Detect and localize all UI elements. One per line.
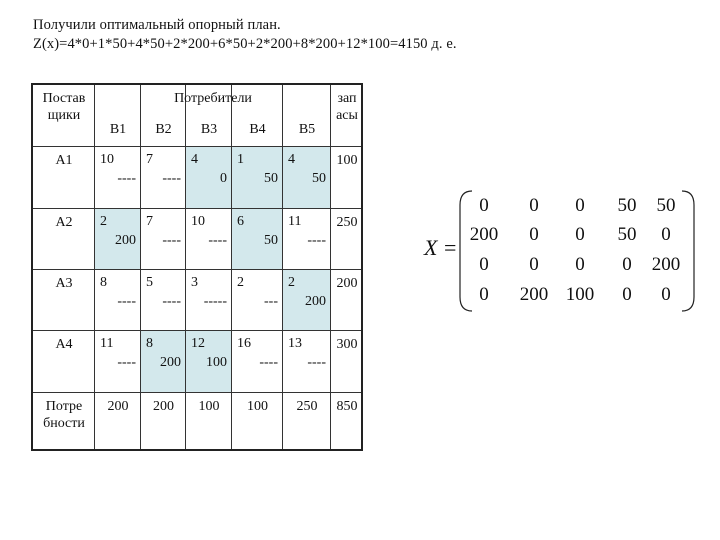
matrix-value: 0 bbox=[529, 254, 539, 275]
cell-cost: 7 bbox=[146, 214, 153, 229]
cell-cost: 5 bbox=[146, 275, 153, 290]
matrix-value: 0 bbox=[661, 284, 671, 305]
grid-line bbox=[33, 269, 361, 270]
cell-cost: 2 bbox=[288, 275, 295, 290]
cell-value: 100 bbox=[206, 355, 227, 370]
matrix-value: 200 bbox=[519, 284, 549, 305]
supplier-header: Постав bbox=[42, 91, 86, 106]
grid-line bbox=[33, 146, 361, 147]
cell-cost: 10 bbox=[191, 214, 205, 229]
cell-cost: 2 bbox=[100, 214, 107, 229]
matrix-label: X bbox=[424, 235, 438, 260]
stock-header: зап bbox=[337, 91, 357, 106]
cell-cost: 11 bbox=[100, 336, 114, 351]
cell-value: ---- bbox=[117, 355, 136, 370]
cell-value: ---- bbox=[208, 233, 227, 248]
cell-value: ---- bbox=[117, 171, 136, 186]
column-header: B3 bbox=[200, 122, 218, 137]
grid-line bbox=[33, 208, 361, 209]
cell-cost: 1 bbox=[237, 152, 244, 167]
column-header: B1 bbox=[109, 122, 127, 137]
cell-cost: 2 bbox=[237, 275, 244, 290]
row-stock: 200 bbox=[336, 276, 358, 291]
solution-matrix bbox=[420, 187, 695, 315]
cell-cost: 4 bbox=[288, 152, 295, 167]
matrix-value: 0 bbox=[529, 224, 539, 245]
matrix-value: 0 bbox=[529, 195, 539, 216]
matrix-value: 0 bbox=[622, 284, 632, 305]
row-stock: 300 bbox=[336, 337, 358, 352]
cell-value: ---- bbox=[307, 233, 326, 248]
grid-line bbox=[140, 85, 141, 449]
matrix-value: 0 bbox=[661, 224, 671, 245]
heading-line-2: Z(x)=4*0+1*50+4*50+2*200+6*50+2*200+8*200+12*100=4150 д. е. bbox=[33, 36, 457, 52]
demand-label: бности bbox=[43, 416, 85, 431]
demand-value: 200 bbox=[107, 399, 129, 414]
total-value: 850 bbox=[336, 399, 358, 414]
cell-value: 200 bbox=[305, 294, 326, 309]
grid-line bbox=[330, 85, 331, 449]
cell-value: 50 bbox=[264, 233, 278, 248]
grid-line bbox=[94, 85, 95, 449]
cell-value: 200 bbox=[115, 233, 136, 248]
row-header: A4 bbox=[55, 337, 73, 352]
cell-cost: 12 bbox=[191, 336, 205, 351]
stock-header: асы bbox=[336, 108, 358, 123]
cell-cost: 3 bbox=[191, 275, 198, 290]
matrix-value: 0 bbox=[622, 254, 632, 275]
matrix-equals: = bbox=[444, 235, 457, 260]
cell-value: 50 bbox=[264, 171, 278, 186]
cell-value: ---- bbox=[259, 355, 278, 370]
cell-value: 50 bbox=[312, 171, 326, 186]
matrix-value: 0 bbox=[479, 254, 489, 275]
demand-value: 100 bbox=[247, 399, 268, 414]
cell-value: ---- bbox=[162, 233, 181, 248]
row-stock: 100 bbox=[336, 153, 358, 168]
column-header: B4 bbox=[249, 122, 266, 137]
matrix-value: 200 bbox=[651, 254, 681, 275]
cell-cost: 6 bbox=[237, 214, 244, 229]
demand-value: 200 bbox=[153, 399, 174, 414]
supplier-header: щики bbox=[47, 108, 81, 123]
cell-cost: 7 bbox=[146, 152, 153, 167]
grid-line bbox=[282, 85, 283, 449]
matrix-value: 0 bbox=[575, 254, 585, 275]
cell-value: 0 bbox=[220, 171, 227, 186]
cell-cost: 11 bbox=[288, 214, 302, 229]
column-header: B5 bbox=[298, 122, 316, 137]
cell-value: ---- bbox=[307, 355, 326, 370]
matrix-value: 0 bbox=[575, 195, 585, 216]
cell-cost: 16 bbox=[237, 336, 251, 351]
matrix-value: 0 bbox=[479, 195, 489, 216]
cell-cost: 8 bbox=[100, 275, 107, 290]
row-header: A2 bbox=[55, 215, 73, 230]
matrix-value: 0 bbox=[479, 284, 489, 305]
cell-value: ----- bbox=[203, 294, 227, 309]
matrix-value: 0 bbox=[575, 224, 585, 245]
matrix-value: 100 bbox=[565, 284, 595, 305]
matrix-value: 50 bbox=[617, 195, 637, 216]
demand-label: Потре bbox=[45, 399, 83, 414]
heading bbox=[33, 16, 457, 54]
cell-value: --- bbox=[264, 294, 278, 309]
matrix-value: 50 bbox=[656, 195, 676, 216]
transport-table bbox=[31, 83, 363, 451]
demand-value: 250 bbox=[296, 399, 318, 414]
cell-cost: 10 bbox=[100, 152, 114, 167]
matrix-value: 200 bbox=[469, 224, 499, 245]
row-stock: 250 bbox=[336, 215, 358, 230]
grid-line bbox=[231, 85, 232, 449]
heading-line-1: Получили оптимальный опорный план. bbox=[33, 17, 281, 33]
cell-value: ---- bbox=[117, 294, 136, 309]
column-header: B2 bbox=[155, 122, 172, 137]
cell-value: ---- bbox=[162, 294, 181, 309]
grid-line bbox=[33, 330, 361, 331]
grid-line bbox=[33, 392, 361, 393]
cell-value: 200 bbox=[160, 355, 181, 370]
cell-cost: 13 bbox=[288, 336, 302, 351]
grid-line bbox=[185, 85, 186, 449]
row-header: A3 bbox=[55, 276, 73, 291]
row-header: A1 bbox=[55, 153, 73, 168]
demand-value: 100 bbox=[198, 399, 220, 414]
cell-cost: 4 bbox=[191, 152, 198, 167]
matrix-value: 50 bbox=[617, 224, 637, 245]
consumers-header: Потребители bbox=[174, 91, 252, 106]
cell-value: ---- bbox=[162, 171, 181, 186]
cell-cost: 8 bbox=[146, 336, 153, 351]
